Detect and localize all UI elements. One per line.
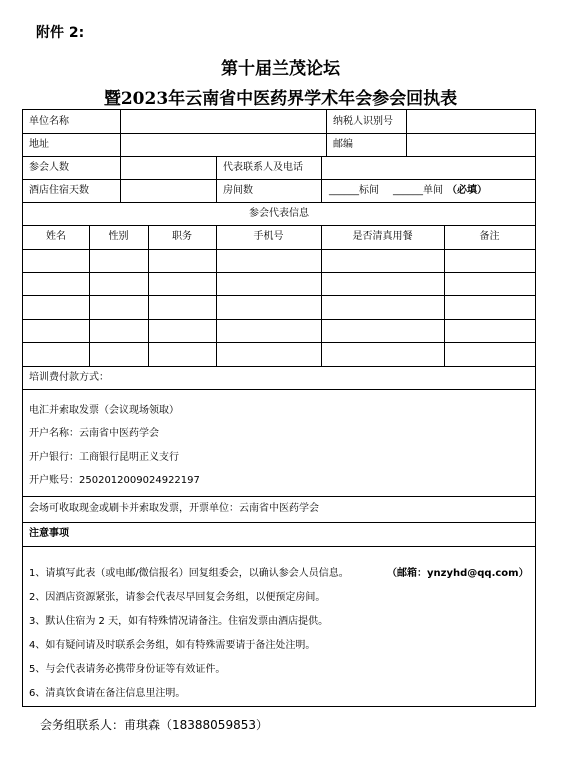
title-line-2: 暨2023年云南省中医药界学术年会参会回执表 xyxy=(103,89,458,109)
annex-label: 附件 2: xyxy=(36,25,85,41)
note-item: 1、请填写此表（或电邮/微信报名）回复组委会，以确认参会人员信息。 xyxy=(29,568,349,579)
row-rule xyxy=(23,389,535,390)
payment-line: 电汇并索取发票（会议现场领取） xyxy=(29,405,179,416)
row-rule xyxy=(23,295,535,296)
row-rule xyxy=(23,546,535,547)
representative-label: 代表联系人及电话 xyxy=(223,162,303,173)
reps-header-name: 姓名 xyxy=(46,231,66,242)
row-rule xyxy=(23,179,535,180)
row-rule xyxy=(23,225,535,226)
payment-line: 开户账号：2502012009024922197 xyxy=(29,475,200,486)
col-rule xyxy=(406,110,407,156)
note-item: 4、如有疑问请及时联系会务组，如有特殊需要请于备注处注明。 xyxy=(29,640,316,651)
col-rule xyxy=(321,156,322,202)
col-rule xyxy=(444,225,445,366)
row-rule xyxy=(23,272,535,273)
rooms-label: 房间数 xyxy=(223,185,253,196)
organizer-contact: 会务组联系人：甫琪森（18388059853） xyxy=(40,718,268,732)
postcode-label: 邮编 xyxy=(333,139,353,150)
col-rule xyxy=(120,110,121,156)
payment-label: 培训费付款方式： xyxy=(29,372,109,383)
col-rule xyxy=(321,225,322,366)
col-rule xyxy=(326,110,327,156)
rooms-standard-field: ______标间 xyxy=(329,185,379,196)
row-rule xyxy=(23,366,535,367)
row-rule xyxy=(23,522,535,523)
row-rule xyxy=(23,319,535,320)
row-rule xyxy=(23,133,535,134)
col-rule xyxy=(120,156,121,202)
title-line-1: 第十届兰茂论坛 xyxy=(221,59,340,79)
col-rule xyxy=(148,225,149,366)
tax-id-label: 纳税人识别号 xyxy=(333,116,393,127)
rooms-required-note: （必填） xyxy=(447,185,487,196)
onsite-payment-note: 会场可收取现金或刷卡并索取发票，开票单位：云南省中医药学会 xyxy=(29,503,319,514)
reps-header-mobile: 手机号 xyxy=(253,231,284,242)
notes-email: （邮箱：ynzyhd@qq.com） xyxy=(387,568,529,579)
note-item: 2、因酒店资源紧张，请参会代表尽早回复会务组，以便预定房间。 xyxy=(29,592,326,603)
notes-title: 注意事项 xyxy=(29,528,69,539)
rooms-single-field: ______单间 xyxy=(393,185,443,196)
reps-header-remarks: 备注 xyxy=(479,231,500,242)
col-rule xyxy=(216,225,217,366)
row-rule xyxy=(23,342,535,343)
note-item: 3、默认住宿为 2 天，如有特殊情况请备注。住宿发票由酒店提供。 xyxy=(29,616,329,627)
note-item: 6、清真饮食请在备注信息里注明。 xyxy=(29,688,186,699)
col-rule xyxy=(216,156,217,202)
col-rule xyxy=(89,225,90,366)
hotel-days-label: 酒店住宿天数 xyxy=(29,185,89,196)
attendees-label: 参会人数 xyxy=(29,162,69,173)
reps-header-halal: 是否清真用餐 xyxy=(352,231,413,242)
row-rule xyxy=(23,249,535,250)
note-item: 5、与会代表请务必携带身份证等有效证件。 xyxy=(29,664,226,675)
payment-line: 开户银行：工商银行昆明正义支行 xyxy=(29,452,179,463)
address-label: 地址 xyxy=(29,139,49,150)
reps-header-gender: 性别 xyxy=(108,231,129,242)
reps-section-title: 参会代表信息 xyxy=(249,208,309,219)
unit-name-label: 单位名称 xyxy=(29,116,69,127)
row-rule xyxy=(23,156,535,157)
payment-line: 开户名称：云南省中医药学会 xyxy=(29,428,159,439)
receipt-form-table xyxy=(22,109,536,707)
row-rule xyxy=(23,496,535,497)
reps-header-position: 职务 xyxy=(172,231,192,242)
row-rule xyxy=(23,202,535,203)
